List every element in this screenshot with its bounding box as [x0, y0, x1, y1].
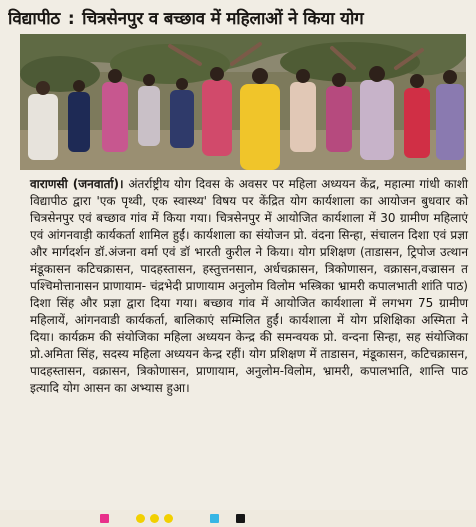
article-text: अंतर्राष्ट्रीय योग दिवस के अवसर पर महिला अध्ययन केंद्र, महात्मा गांधी काशी विद्यापीठ द्वारा 'एक पृथ्वी, एक स्वास्थ्य' विषय पर केंद्रित योग कार्यशाला का आयोजन बुधवार को चित्रसेनपुर एवं बच्छाव गांव में किया गया। चित्रसेनपुर में आयोजित कार्यशाला में 30 ग्रामीण महिलाएं एवं आंगनवाड़ी कार्यकर्ता शामिल हुईं। कार्यशाला का संयोजन प्रो. वंदना सिन्हा, संचालन दिशा एवं प्रज्ञा और मार्गदर्शन डॉ.अंजना वर्मा एवं डॉ भारती कुरील ने किया। योग प्रशिक्षण (ताडासन, ट्रिपोज उत्थान मंडूकासन कटिचक्रासन, पादहस्तासन, हस्तुत्तनसान, अर्धचक्रासन, त्रिकोणासन, वक्रासन,वज्रासन त पश्चिमोत्तानासन प्राणायाम- चंद्रभेदी प्राणायाम अनुलोम विलोम भस्त्रिका भ्रामरी कपालभाती शांति पाठ) दिशा सिंह और प्रज्ञा द्वारा दिया गया। बच्छाव गांव में आयोजित कार्यशाला में लगभग 75 ग्रामीण महिलायें, आंगनवाडी कार्यकर्ता, बालिकाएं सम्मिलित हुईं। कार्यशाला में योग प्रशिक्षिका अस्मिता ने दिया। कार्यक्रम की संयोजिका महिला अध्ययन केन्द्र की समन्वयक प्रो. वन्दना सिन्हा, सह संयोजिका प्रो.अमिता सिंह, सदस्य महिला अध्ययन केन्द्र रहीं। योग प्रशिक्षण में ताडासन, मंडूकासन, कटिचक्रासन, पादहस्तासन, वक्रासन, त्रिकोणासन, प्राणायाम, अनुलोम-विलोम, भ्रामरी, कपालभाति, शान्ति पाठ इत्यादि योग आसन का अभ्यास हुआ।: [30, 177, 468, 395]
photo-illustration: [20, 34, 466, 170]
article-body: [30, 176, 468, 397]
color-dot-yellow-2: [150, 514, 159, 523]
yoga-event-photo: [20, 34, 466, 170]
headline-place: विद्यापीठ: [8, 9, 61, 29]
headline: [8, 4, 472, 34]
print-color-strip: [0, 510, 476, 527]
color-dot-yellow-1: [136, 514, 145, 523]
headline-separator: :: [67, 9, 75, 29]
color-dot-yellow-3: [164, 514, 173, 523]
color-swatch-cyan: [210, 514, 219, 523]
color-swatch-black: [236, 514, 245, 523]
headline-title: चित्रसेनपुर व बच्छाव में महिलाओं ने किया योग: [82, 9, 364, 29]
article-dateline: वाराणसी (जनवार्ता)।: [30, 177, 124, 191]
color-swatch-magenta: [100, 514, 109, 523]
